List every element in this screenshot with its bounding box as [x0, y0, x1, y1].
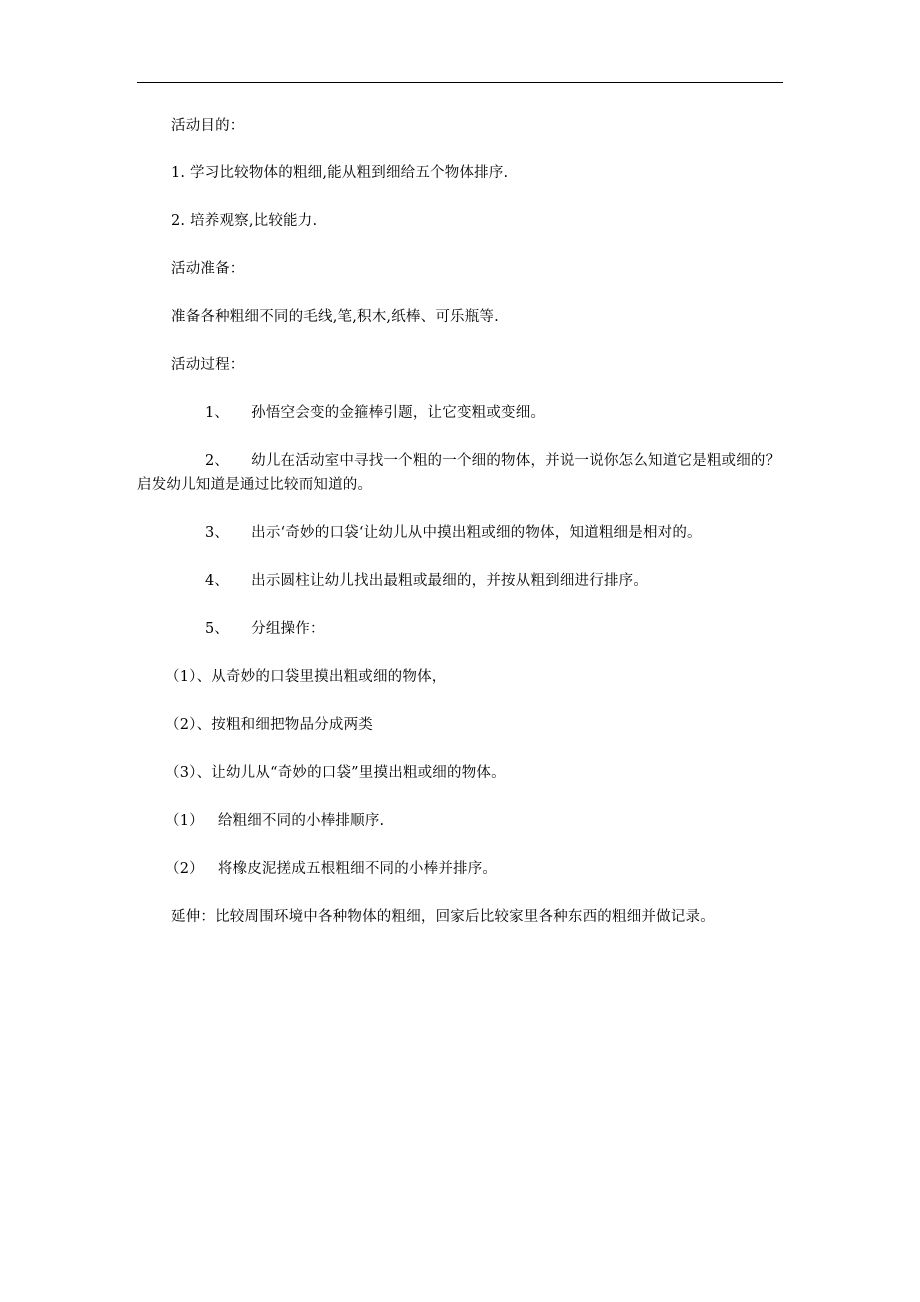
prep-heading: 活动准备： — [171, 261, 245, 277]
goal-item-2: 2. 培养观察,比较能力. — [171, 213, 318, 229]
step-5-number: 5、 — [205, 621, 230, 637]
sub-item-4-number: （1） — [165, 813, 204, 829]
header-rule — [137, 82, 783, 83]
step-2-text: 幼儿在活动室中寻找一个粗的一个细的物体，并说一说你怎么知道它是粗或细的？启发幼儿知道是通过比较而知道的。 — [137, 453, 781, 493]
prep-text: 准备各种粗细不同的毛线,笔,积木,纸棒、可乐瓶等. — [171, 309, 499, 325]
step-2-number: 2、 — [205, 453, 230, 469]
step-1-text: 孙悟空会变的金箍棒引题，让它变粗或变细。 — [251, 405, 546, 421]
step-1-number: 1、 — [205, 405, 230, 421]
step-1 — [137, 401, 787, 425]
step-5 — [137, 617, 787, 641]
step-4-number: 4、 — [205, 573, 230, 589]
sub-item-2: （2）、按粗和细把物品分成两类 — [165, 717, 373, 733]
step-3 — [137, 521, 787, 545]
sub-item-5-number: （2） — [165, 861, 204, 877]
goal-item-1: 1. 学习比较物体的粗细,能从粗到细给五个物体排序. — [171, 165, 509, 181]
sub-item-3: （3）、让幼儿从“奇妙的口袋”里摸出粗或细的物体。 — [165, 765, 506, 781]
step-3-number: 3、 — [205, 525, 230, 541]
sub-item-4 — [165, 809, 815, 833]
sub-item-5 — [165, 857, 815, 881]
extension-text: 延伸：比较周围环境中各种物体的粗细，回家后比较家里各种东西的粗细并做记录。 — [171, 909, 715, 925]
sub-item-4-text: 给粗细不同的小棒排顺序. — [217, 813, 385, 829]
step-2 — [137, 449, 792, 497]
process-heading: 活动过程： — [171, 357, 245, 373]
sub-item-5-text: 将橡皮泥搓成五根粗细不同的小棒并排序。 — [217, 861, 498, 877]
step-4 — [137, 569, 787, 593]
step-4-text: 出示圆柱让幼儿找出最粗或最细的，并按从粗到细进行排序。 — [251, 573, 649, 589]
sub-item-1: （1）、从奇妙的口袋里摸出粗或细的物体， — [165, 669, 447, 685]
goal-heading: 活动目的： — [171, 118, 245, 134]
step-3-text: 出示‘奇妙的口袋‘让幼儿从中摸出粗或细的物体，知道粗细是相对的。 — [251, 525, 702, 541]
step-5-text: 分组操作： — [251, 621, 325, 637]
